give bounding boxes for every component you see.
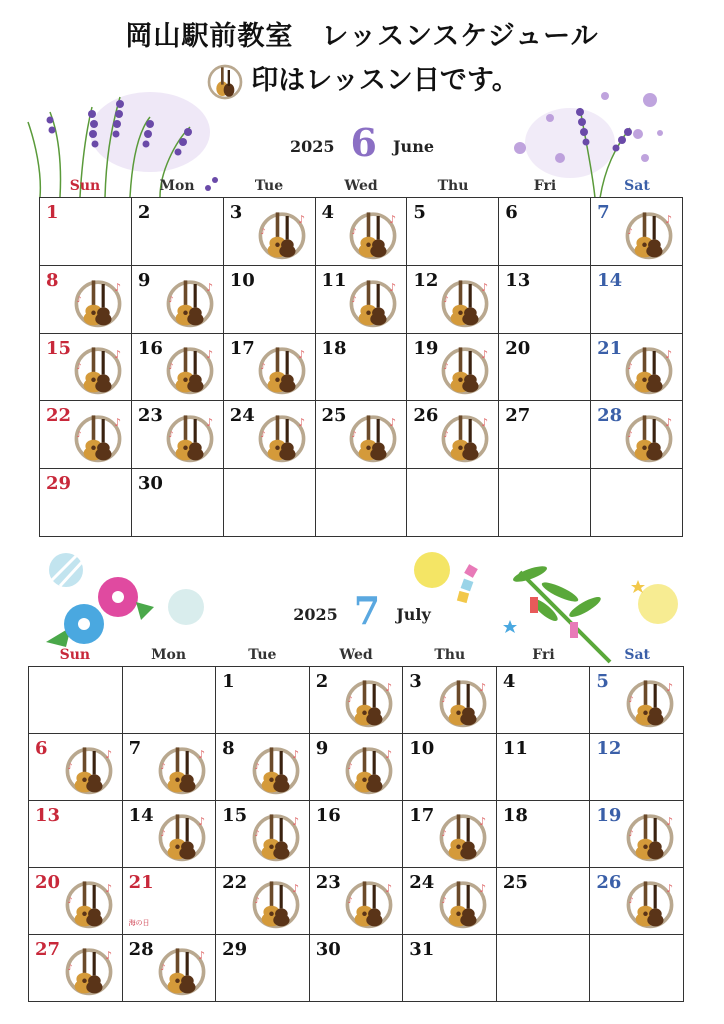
day-number: 17 [229, 337, 255, 359]
svg-text:♪: ♪ [291, 815, 299, 829]
svg-text:♪: ♪ [297, 416, 305, 430]
day-cell [499, 265, 591, 333]
day-number: 8 [46, 269, 59, 291]
day-cell [499, 401, 591, 469]
day-cell [407, 198, 499, 266]
day-cell [216, 734, 310, 801]
day-cell [122, 935, 216, 1002]
day-number: 11 [502, 738, 528, 759]
july-month-number: 7 [353, 588, 381, 633]
day-cell [29, 734, 123, 801]
calendar-week-row [29, 868, 684, 935]
day-cell [403, 935, 497, 1002]
holiday-label: 海の日 [128, 919, 150, 927]
day-number: 18 [502, 805, 528, 826]
svg-text:♪: ♪ [441, 828, 447, 838]
day-number: 24 [229, 405, 255, 427]
svg-text:♪: ♪ [347, 895, 353, 905]
day-cell [403, 801, 497, 868]
day-cell [496, 868, 590, 935]
guitar-lesson-icon [249, 809, 303, 863]
day-number: 3 [229, 202, 243, 223]
day-number: 10 [229, 269, 255, 291]
svg-text:♪: ♪ [76, 293, 82, 304]
day-cell [216, 667, 310, 734]
day-cell [40, 198, 132, 266]
svg-text:♪: ♪ [479, 681, 486, 695]
day-number: 6 [505, 202, 518, 223]
svg-text:♪: ♪ [666, 681, 674, 695]
day-cell [496, 734, 590, 801]
day-cell [122, 667, 216, 734]
july-year: 2025 [293, 605, 338, 624]
weekday-sun: Sun [59, 647, 91, 663]
day-cell [315, 333, 407, 401]
guitar-lesson-icon [622, 342, 676, 396]
day-cell [216, 868, 310, 935]
day-number: 10 [409, 738, 435, 759]
day-number: 30 [137, 473, 163, 495]
day-cell [309, 868, 403, 935]
svg-text:♪: ♪ [104, 748, 112, 762]
day-cell [309, 667, 403, 734]
day-cell [29, 935, 123, 1002]
weekday-sat: Sat [624, 178, 650, 194]
day-number: 5 [596, 671, 609, 692]
guitar-lesson-icon [249, 742, 303, 796]
svg-text:♪: ♪ [291, 882, 299, 896]
weekday-thu: Thu [434, 647, 466, 663]
guitar-lesson-icon [346, 207, 400, 261]
day-number: 17 [409, 805, 435, 826]
day-number: 14 [597, 269, 623, 291]
day-cell [496, 801, 590, 868]
guitar-lesson-icon [62, 943, 116, 997]
calendar-week-row [40, 469, 683, 537]
guitar-lesson-icon [71, 342, 125, 396]
day-cell [499, 198, 591, 266]
page-title: 岡山駅前教室 レッスンスケジュール [125, 21, 599, 52]
day-number: 27 [505, 405, 531, 427]
day-number: 16 [137, 337, 163, 359]
guitar-lesson-icon [622, 207, 676, 261]
day-number: 15 [222, 805, 248, 826]
day-cell [403, 868, 497, 935]
svg-text:♪: ♪ [104, 949, 112, 963]
day-cell [223, 265, 315, 333]
day-cell [131, 333, 223, 401]
day-number: 22 [222, 872, 248, 893]
day-number: 3 [409, 671, 422, 692]
guitar-lesson-icon [155, 742, 209, 796]
svg-text:♪: ♪ [441, 694, 447, 704]
calendar-week-row [40, 333, 683, 401]
day-cell [29, 667, 123, 734]
day-number: 12 [413, 269, 439, 291]
day-cell [590, 868, 684, 935]
day-cell [590, 734, 684, 801]
day-number: 20 [35, 872, 61, 893]
day-number: 25 [321, 405, 347, 427]
day-cell [315, 401, 407, 469]
svg-text:♪: ♪ [441, 895, 447, 905]
svg-text:♪: ♪ [665, 416, 673, 430]
svg-text:♪: ♪ [385, 748, 393, 762]
guitar-lesson-icon [342, 742, 396, 796]
guitar-lesson-icon [163, 410, 217, 464]
day-cell [216, 935, 310, 1002]
day-cell [122, 734, 216, 801]
day-number: 22 [46, 405, 72, 427]
day-cell [590, 667, 684, 734]
svg-text:♪: ♪ [665, 348, 673, 362]
day-number: 4 [321, 202, 335, 223]
guitar-lesson-icon [438, 410, 492, 464]
day-number: 25 [502, 872, 528, 893]
svg-text:♪: ♪ [443, 361, 449, 372]
svg-text:♪: ♪ [666, 815, 674, 829]
day-number: 5 [413, 202, 426, 223]
svg-text:♪: ♪ [481, 280, 489, 294]
day-number: 26 [596, 872, 622, 893]
day-number: 13 [35, 805, 61, 826]
day-number: 28 [128, 939, 154, 960]
svg-text:♪: ♪ [627, 225, 633, 236]
calendar-week-row [40, 198, 683, 266]
day-cell [131, 265, 223, 333]
day-cell [223, 333, 315, 401]
svg-text:♪: ♪ [479, 882, 486, 896]
day-cell [122, 868, 216, 935]
day-number: 23 [137, 405, 163, 427]
day-number: 1 [222, 671, 235, 692]
svg-text:♪: ♪ [351, 225, 357, 236]
svg-text:♪: ♪ [443, 293, 449, 304]
svg-text:♪: ♪ [628, 694, 634, 704]
guitar-lesson-icon [249, 876, 303, 930]
day-cell [591, 401, 683, 469]
july-month-name: July [396, 605, 431, 624]
day-number: 2 [315, 671, 329, 692]
calendar-week-row [40, 265, 683, 333]
day-number: 19 [413, 337, 439, 359]
day-number: 7 [597, 202, 610, 223]
svg-text:♪: ♪ [628, 895, 634, 905]
weekday-tue: Tue [254, 178, 284, 194]
day-number: 14 [128, 805, 154, 826]
svg-text:♪: ♪ [347, 694, 353, 704]
svg-text:♪: ♪ [443, 429, 449, 440]
day-cell [496, 935, 590, 1002]
day-cell [40, 333, 132, 401]
day-cell [223, 469, 315, 537]
day-number: 7 [128, 738, 142, 759]
day-cell [315, 469, 407, 537]
svg-text:♪: ♪ [205, 416, 213, 430]
svg-text:♪: ♪ [205, 348, 213, 362]
calendar-week-row [40, 401, 683, 469]
july-calendar-grid [28, 666, 684, 1002]
day-number: 16 [315, 805, 341, 826]
june-heading [0, 120, 724, 165]
day-number: 29 [46, 473, 72, 495]
day-cell [403, 667, 497, 734]
svg-text:♪: ♪ [291, 748, 299, 762]
svg-text:♪: ♪ [254, 828, 260, 838]
svg-text:♪: ♪ [389, 212, 397, 226]
svg-text:♪: ♪ [168, 293, 174, 304]
day-number: 21 [597, 337, 623, 359]
guitar-lesson-icon [436, 675, 490, 729]
svg-text:♪: ♪ [385, 882, 393, 896]
guitar-lesson-icon [346, 275, 400, 329]
day-number: 2 [137, 202, 151, 223]
day-cell [122, 801, 216, 868]
svg-text:♪: ♪ [389, 416, 397, 430]
day-cell [131, 469, 223, 537]
svg-text:♪: ♪ [481, 416, 489, 430]
day-cell [223, 198, 315, 266]
weekday-thu: Thu [437, 178, 469, 194]
day-number: 30 [315, 939, 341, 960]
day-number: 19 [596, 805, 622, 826]
svg-text:♪: ♪ [76, 429, 82, 440]
svg-text:♪: ♪ [114, 280, 121, 294]
weekday-wed: Wed [344, 178, 378, 194]
day-number: 4 [502, 671, 516, 692]
weekday-mon: Mon [151, 647, 187, 663]
guitar-lesson-icon [155, 809, 209, 863]
guitar-lesson-icon [438, 342, 492, 396]
svg-text:♪: ♪ [259, 361, 266, 372]
calendar-week-row [29, 667, 684, 734]
day-cell [407, 265, 499, 333]
guitar-lesson-icon [342, 876, 396, 930]
day-cell [591, 265, 683, 333]
guitar-lesson-icon [163, 342, 217, 396]
svg-text:♪: ♪ [481, 348, 489, 362]
day-number: 6 [35, 738, 48, 759]
svg-text:♪: ♪ [114, 416, 121, 430]
guitar-lesson-icon [255, 207, 309, 261]
calendar-week-row [29, 801, 684, 868]
day-number: 11 [321, 269, 347, 291]
day-number: 9 [315, 738, 329, 759]
day-cell [499, 333, 591, 401]
day-cell [216, 801, 310, 868]
svg-text:♪: ♪ [168, 429, 174, 440]
weekday-fri: Fri [533, 178, 557, 194]
legend-text: 印はレッスン日です。 [251, 65, 519, 96]
calendar-week-row [29, 935, 684, 1002]
svg-text:♪: ♪ [160, 761, 166, 771]
weekday-sat: Sat [624, 647, 650, 663]
svg-text:♪: ♪ [347, 761, 353, 771]
weekday-mon: Mon [159, 178, 195, 194]
svg-text:♪: ♪ [205, 280, 213, 294]
svg-text:♪: ♪ [254, 895, 260, 905]
june-year: 2025 [290, 137, 335, 156]
weekday-tue: Tue [248, 647, 277, 663]
guitar-lesson-icon [436, 876, 490, 930]
svg-text:♪: ♪ [479, 815, 486, 829]
guitar-lesson-icon [255, 342, 309, 396]
day-cell [29, 868, 123, 935]
day-cell [591, 198, 683, 266]
day-cell [407, 469, 499, 537]
june-month-number: 6 [350, 120, 377, 165]
july-heading [0, 588, 724, 633]
day-cell [309, 801, 403, 868]
guitar-lesson-icon [62, 876, 116, 930]
day-cell [591, 469, 683, 537]
svg-text:♪: ♪ [351, 293, 357, 304]
day-cell [40, 265, 132, 333]
day-number: 29 [222, 939, 248, 960]
svg-text:♪: ♪ [297, 212, 305, 226]
day-cell [590, 801, 684, 868]
day-number: 18 [321, 337, 347, 359]
day-number: 15 [46, 337, 72, 359]
day-number: 12 [596, 738, 622, 759]
svg-text:♪: ♪ [385, 681, 393, 695]
day-cell [591, 333, 683, 401]
svg-text:♪: ♪ [66, 895, 73, 905]
svg-text:♪: ♪ [104, 882, 112, 896]
guitar-lesson-icon [255, 410, 309, 464]
svg-text:♪: ♪ [168, 361, 174, 372]
day-number: 28 [597, 405, 623, 427]
day-cell [496, 667, 590, 734]
july-weekday-header [28, 647, 684, 663]
weekday-sun: Sun [69, 178, 101, 194]
svg-text:♪: ♪ [259, 225, 266, 236]
svg-text:♪: ♪ [198, 949, 206, 963]
weekday-fri: Fri [532, 647, 555, 663]
day-number: 23 [315, 872, 341, 893]
svg-text:♪: ♪ [297, 348, 305, 362]
guitar-lesson-icon [163, 275, 217, 329]
svg-text:♪: ♪ [259, 429, 266, 440]
guitar-lesson-icon [155, 943, 209, 997]
day-cell [223, 401, 315, 469]
day-cell [40, 469, 132, 537]
svg-text:♪: ♪ [66, 761, 73, 771]
day-number: 20 [505, 337, 531, 359]
guitar-lesson-icon [71, 275, 125, 329]
guitar-lesson-icon [623, 809, 677, 863]
day-cell [29, 801, 123, 868]
guitar-lesson-icon [438, 275, 492, 329]
guitar-lesson-icon [342, 675, 396, 729]
june-calendar-grid [39, 197, 683, 537]
svg-text:♪: ♪ [160, 828, 166, 838]
svg-text:♪: ♪ [351, 429, 357, 440]
day-number: 21 [128, 872, 154, 893]
day-cell [131, 401, 223, 469]
guitar-lesson-icon [623, 675, 677, 729]
svg-text:♪: ♪ [198, 815, 206, 829]
guitar-lesson-icon [622, 410, 676, 464]
svg-text:♪: ♪ [254, 761, 260, 771]
day-cell [309, 935, 403, 1002]
svg-text:♪: ♪ [389, 280, 397, 294]
svg-text:♪: ♪ [160, 962, 166, 972]
day-number: 24 [409, 872, 435, 893]
guitar-lesson-icon [346, 410, 400, 464]
guitar-lesson-icon [62, 742, 116, 796]
day-cell [315, 198, 407, 266]
svg-text:♪: ♪ [628, 828, 634, 838]
day-number: 9 [137, 269, 151, 291]
svg-text:♪: ♪ [66, 962, 73, 972]
day-cell [590, 935, 684, 1002]
june-month-name: June [392, 137, 434, 156]
day-number: 13 [505, 269, 531, 291]
day-number: 1 [46, 202, 59, 223]
day-number: 8 [222, 738, 235, 759]
day-cell [407, 401, 499, 469]
svg-text:♪: ♪ [198, 748, 206, 762]
day-cell [407, 333, 499, 401]
svg-text:♪: ♪ [627, 361, 633, 372]
day-cell [499, 469, 591, 537]
svg-text:♪: ♪ [666, 882, 674, 896]
day-cell [403, 734, 497, 801]
day-cell [40, 401, 132, 469]
day-cell [309, 734, 403, 801]
weekday-wed: Wed [339, 647, 373, 663]
svg-text:♪: ♪ [76, 361, 82, 372]
guitar-lesson-icon [436, 809, 490, 863]
guitar-lesson-icon [623, 876, 677, 930]
day-number: 27 [35, 939, 61, 960]
day-number: 26 [413, 405, 439, 427]
june-weekday-header [39, 178, 683, 194]
calendar-week-row [29, 734, 684, 801]
guitar-lesson-icon [71, 410, 125, 464]
svg-text:♪: ♪ [627, 429, 633, 440]
day-number: 31 [409, 939, 435, 960]
svg-text:♪: ♪ [114, 348, 121, 362]
day-cell [131, 198, 223, 266]
svg-text:♪: ♪ [665, 212, 673, 226]
day-cell [315, 265, 407, 333]
